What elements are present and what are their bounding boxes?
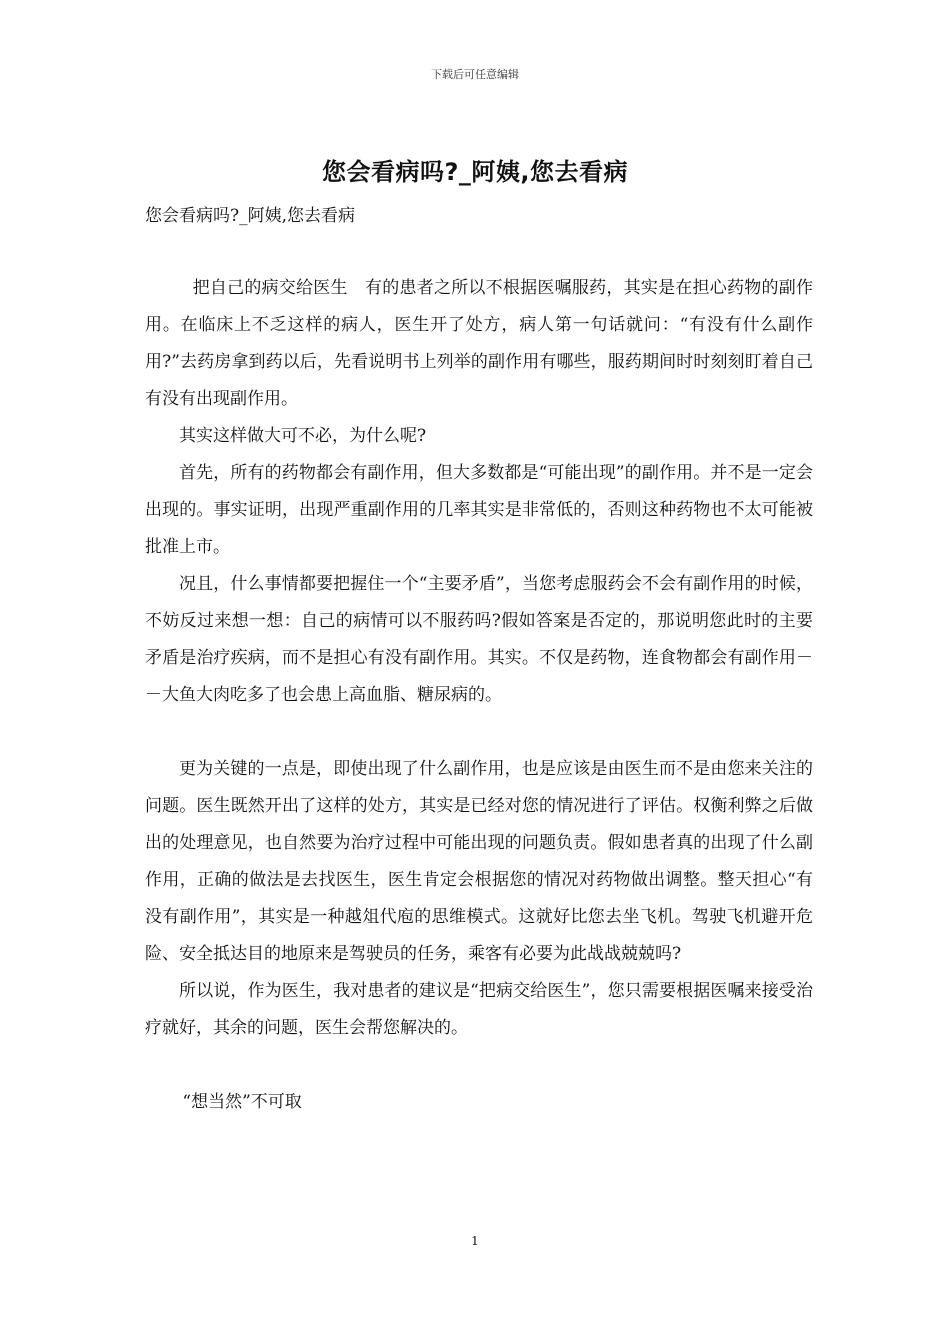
paragraph: 其实这样做大可不必，为什么呢?	[179, 426, 427, 446]
document-title: 您会看病吗?_阿姨,您去看病	[321, 158, 629, 186]
section-heading: “想当然”不可取	[182, 1092, 302, 1112]
page-number: 1	[471, 1234, 479, 1248]
page-header-note: 下载后可任意编辑	[431, 68, 519, 81]
paragraph: 况且，什么事情都要把握住一个“主要矛盾”，当您考虑服药会不会有副作用的时候，不妨反过来想一想：自己的病情可以不服药吗?假如答案是否定的，那说明您此时的主要矛盾是治疗疾病，而不是担心有没有副作用。其实。不仅是药物，连食物都会有副作用－－大鱼大肉吃多了也会患上高血脂、糖尿病的。	[145, 574, 813, 705]
document-body	[145, 270, 813, 1121]
document-subtitle: 您会看病吗?_阿姨,您去看病	[145, 206, 356, 226]
paragraph: 所以说，作为医生，我对患者的建议是“把病交给医生”，您只需要根据医嘱来接受治疗就好，其余的问题，医生会帮您解决的。	[145, 981, 813, 1038]
paragraph: 更为关键的一点是，即使出现了什么副作用，也是应该是由医生而不是由您来关注的问题。医生既然开出了这样的处方，其实是已经对您的情况进行了评估。权衡利弊之后做出的处理意见，也自然要为治疗过程中可能出现的问题负责。假如患者真的出现了什么副作用，正确的做法是去找医生，医生肯定会根据您的情况对药物做出调整。整天担心“有没有副作用”，其实是一种越俎代庖的思维模式。这就好比您去坐飞机。驾驶飞机避开危险、安全抵达目的地原来是驾驶员的任务，乘客有必要为此战战兢兢吗?	[145, 759, 813, 964]
paragraph: 把自己的病交给医生 有的患者之所以不根据医嘱服药，其实是在担心药物的副作用。在临床上不乏这样的病人，医生开了处方，病人第一句话就问：“有没有什么副作用?”去药房拿到药以后，先看说明书上列举的副作用有哪些，服药期间时时刻刻盯着自己有没有出现副作用。	[145, 278, 813, 409]
paragraph: 首先，所有的药物都会有副作用，但大多数都是“可能出现”的副作用。并不是一定会出现的。事实证明，出现严重副作用的几率其实是非常低的，否则这种药物也不太可能被批准上市。	[145, 463, 813, 557]
